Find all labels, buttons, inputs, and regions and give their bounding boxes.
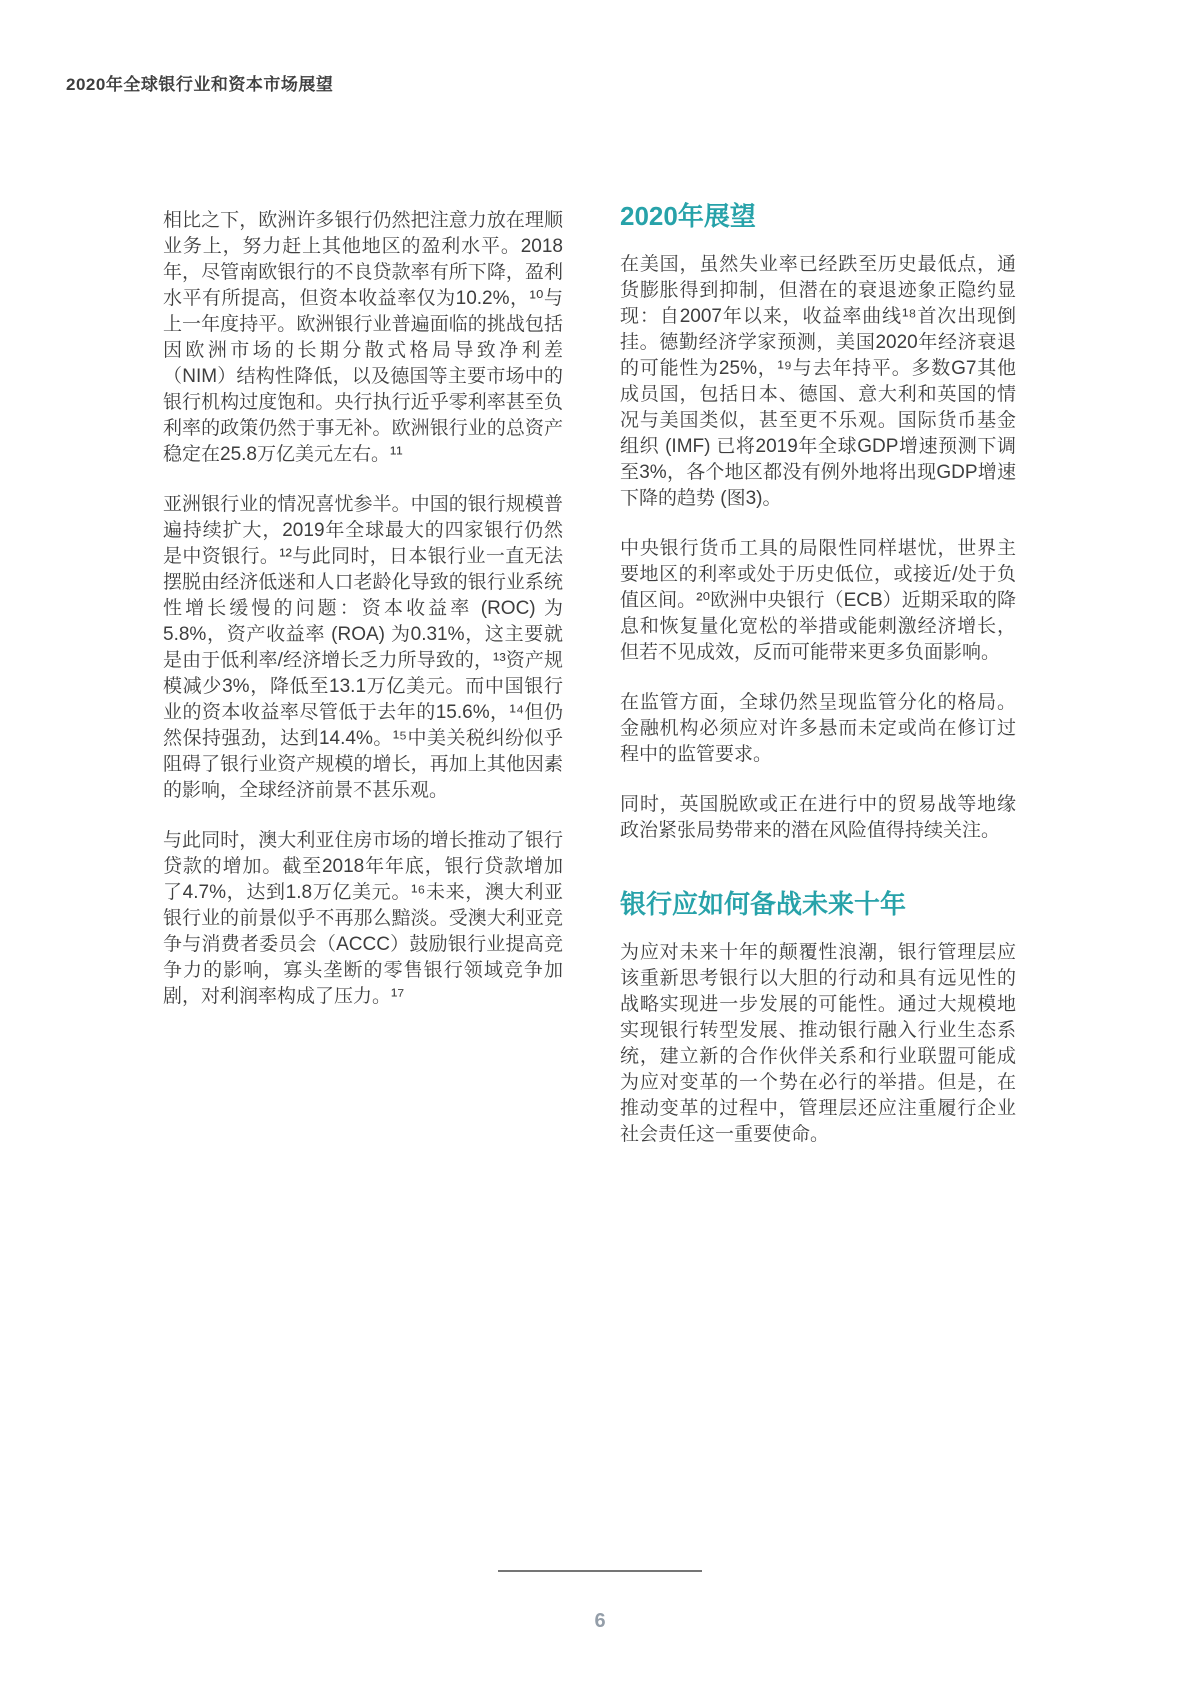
section-heading-2020-outlook: 2020年展望: [620, 201, 756, 231]
page-number: 6: [594, 1610, 606, 1632]
right-column: [620, 200, 1016, 1172]
paragraph-us-economy: 在美国，虽然失业率已经跌至历史最低点，通货膨胀得到抑制，但潜在的衰退迹象正隐约显现：自2007年以来，收益率曲线¹⁸首次出现倒挂。德勤经济学家预测，美国2020年经济衰退的可能性为25%，¹⁹与去年持平。多数G7其他成员国，包括日本、德国、意大利和英国的情况与美国类似，甚至更不乐观。国际货币基金组织 (IMF) 已将2019年全球GDP增速预测下调至3%，各个地区都没有例外地将出现GDP增速下降的趋势 (图3)。: [620, 254, 1016, 509]
running-header: 2020年全球银行业和资本市场展望: [66, 75, 334, 94]
section-heading-next-decade: 银行应如何备战未来十年: [620, 889, 907, 919]
paragraph-central-banks: 中央银行货币工具的局限性同样堪忧，世界主要地区的利率或处于历史低位，或接近/处于负值区间。²⁰欧洲中央银行（ECB）近期采取的降息和恢复量化宽松的举措或能刺激经济增长，但若不见成效，反而可能带来更多负面影响。: [620, 538, 1016, 663]
left-column: [163, 208, 563, 1034]
paragraph-geopolitics: 同时，英国脱欧或正在进行中的贸易战等地缘政治紧张局势带来的潜在风险值得持续关注。: [620, 794, 1016, 841]
paragraph-asia: 亚洲银行业的情况喜忧参半。中国的银行规模普遍持续扩大，2019年全球最大的四家银行仍然是中资银行。¹²与此同时，日本银行业一直无法摆脱由经济低迷和人口老龄化导致的银行业系统性增长缓慢的问题：资本收益率 (ROC) 为5.8%，资产收益率 (ROA) 为0.31%，这主要就是由于低利率/经济增长乏力所导致的，¹³资产规模减少3%，降低至13.1万亿美元。而中国银行业的资本收益率尽管低于去年的15.6%，¹⁴但仍然保持强劲，达到14.4%。¹⁵中美关税纠纷似乎阻碍了银行业资产规模的增长，再加上其他因素的影响，全球经济前景不甚乐观。: [163, 494, 563, 801]
paragraph-europe: 相比之下，欧洲许多银行仍然把注意力放在理顺业务上，努力赶上其他地区的盈利水平。2018年，尽管南欧银行的不良贷款率有所下降，盈利水平有所提高，但资本收益率仅为10.2%，¹⁰与上一年度持平。欧洲银行业普遍面临的挑战包括因欧洲市场的长期分散式格局导致净利差（NIM）结构性降低，以及德国等主要市场中的银行机构过度饱和。央行执行近乎零利率甚至负利率的政策仍然于事无补。欧洲银行业的总资产稳定在25.8万亿美元左右。¹¹: [163, 210, 563, 465]
footer-divider: [498, 1570, 702, 1572]
paragraph-next-decade: 为应对未来十年的颠覆性浪潮，银行管理层应该重新思考银行以大胆的行动和具有远见性的战略实现进一步发展的可能性。通过大规模地实现银行转型发展、推动银行融入行业生态系统，建立新的合作伙伴关系和行业联盟可能成为应对变革的一个势在必行的举措。但是，在推动变革的过程中，管理层还应注重履行企业社会责任这一重要使命。: [620, 942, 1016, 1145]
paragraph-regulation: 在监管方面，全球仍然呈现监管分化的格局。金融机构必须应对许多悬而未定或尚在修订过程中的监管要求。: [620, 692, 1016, 765]
paragraph-australia: 与此同时，澳大利亚住房市场的增长推动了银行贷款的增加。截至2018年年底，银行贷款增加了4.7%，达到1.8万亿美元。¹⁶未来，澳大利亚银行业的前景似乎不再那么黯淡。受澳大利亚竞争与消费者委员会（ACCC）鼓励银行业提高竞争力的影响，寡头垄断的零售银行领域竞争加剧，对利润率构成了压力。¹⁷: [163, 830, 563, 1007]
